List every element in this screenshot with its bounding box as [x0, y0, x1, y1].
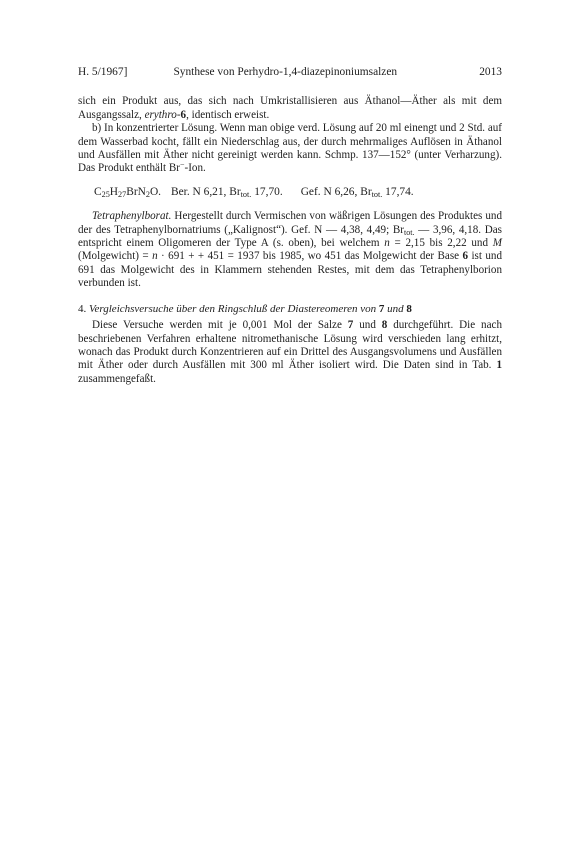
table-1-ref: 1: [496, 359, 502, 372]
header-title: Synthese von Perhydro-1,4-diazepinoniumsalzen: [173, 66, 398, 78]
tetraphenylborat-heading: Tetraphenylborat.: [92, 210, 172, 223]
compound-7: 7: [378, 302, 385, 315]
running-header: [78, 66, 502, 79]
compound-7: 7: [347, 319, 354, 332]
paragraph-concentrated-solution: b) In konzentrierter Lösung. Wenn man obige verd. Lösung auf 20 ml einengt und 2 Std. auf dem Wasserbad kocht, fällt ein Niederschlag aus, der durch mehrmaliges Auflösen in Äthanol und Ausfällen mit Äther nicht gereinigt werden kann. Schmp. 137—152° (unter Verharzung). Das Produkt enthält Br−-Ion.: [78, 122, 502, 175]
erythro-label: erythro: [144, 108, 177, 121]
section-heading-4: 4. Vergleichsversuche über den Ringschluß der Diastereomeren von 7 und 8: [78, 302, 412, 315]
page-number: 2013: [479, 66, 502, 78]
compound-6: 6: [180, 108, 187, 121]
compound-6: 6: [462, 250, 469, 263]
journal-page: [78, 66, 502, 386]
header-issue: H. 5/1967]: [78, 66, 128, 78]
paragraph-comparison-experiments: Diese Versuche werden mit je 0,001 Mol der Salze 7 und 8 durchgeführt. Die nach beschriebenen Verfahren erhaltene nitromethanische Lösung wird verschieden lang erhitzt, wonach das Produkt durch Konzentrieren auf ein Drittel des Ausgangsvolumens und Ausfällen mit Äther oder durch Ausfällen mit 300 ml Äther isoliert wird. Die Daten sind in Tab. 1 zusammengefaßt.: [78, 319, 502, 385]
compound-8: 8: [381, 319, 388, 332]
compound-8: 8: [406, 302, 412, 315]
paragraph-erythro-result: sich ein Produkt aus, das sich nach Umkristallisieren aus Äthanol—Äther als mit dem Ausgangssalz, erythro-6, identisch erweist.: [78, 95, 502, 121]
elemental-analysis-formula: $C_{25}H_{27}BrN_2O$. Ber. N 6,21, $Br_{tot.}$ 17,70. Gef. N 6,26, $Br_{tot.}$ 17,74.: [94, 185, 414, 199]
paragraph-tetraphenylborat: Tetraphenylborat. Hergestellt durch Vermischen von wäßrigen Lösungen des Produktes und der des Tetraphenylbornatriums („Kalignost“). Gef. N — 4,38, 4,49; $Br_{tot.}$ — 3,96, 4,18. Das entspricht einem Oligomeren der Type A (s. oben), bei welchem n = 2,15 bis 2,22 und M (Molgewicht) = n · 691 + + 451 = 1937 bis 1985, wo 451 das Molgewicht der Base 6 ist und 691 das Molgewicht des in Klammern stehenden Restes, mit dem das Tetraphenylborion verbunden ist.: [78, 210, 502, 290]
